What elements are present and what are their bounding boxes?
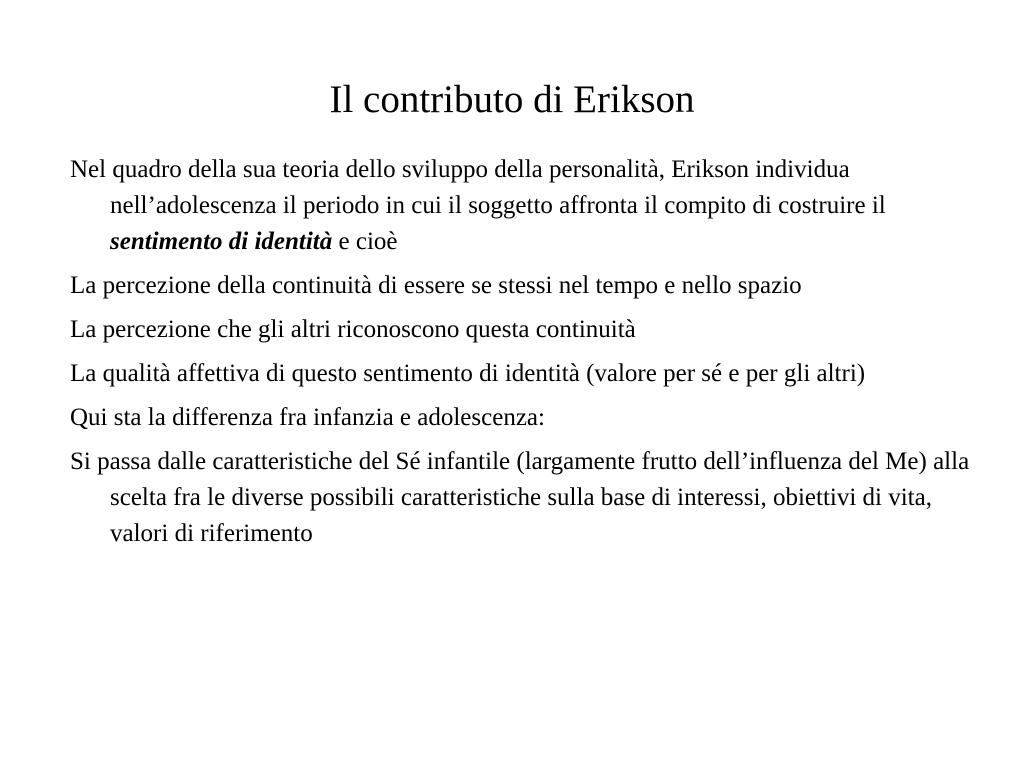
slide-title: Il contributo di Erikson xyxy=(329,78,695,121)
paragraph-text: Nel quadro della sua teoria dello sviluppo della personalità, Erikson individua nell’adolescenza il periodo in cui il soggetto affronta il compito di costruire il xyxy=(70,156,886,219)
emphasized-term: sentimento di identità xyxy=(110,228,333,255)
paragraph-erikson-intro xyxy=(70,152,970,260)
paragraph-text: e cioè xyxy=(332,228,398,255)
paragraph-affective-quality: La qualità affettiva di questo sentimento di identità (valore per sé e per gli altri) xyxy=(70,360,866,387)
slide-body xyxy=(70,152,970,560)
paragraph-continuity: La percezione della continuità di essere se stessi nel tempo e nello spazio xyxy=(70,272,802,299)
paragraph-difference: Qui sta la differenza fra infanzia e adolescenza: xyxy=(70,404,545,431)
paragraph-recognition: La percezione che gli altri riconoscono questa continuità xyxy=(70,316,636,343)
paragraph-transition: Si passa dalle caratteristiche del Sé infantile (largamente frutto dell’influenza del Me) alla scelta fra le diverse possibili caratteristiche sulla base di interessi, obiettivi di vita, valori di riferimento xyxy=(70,448,970,547)
